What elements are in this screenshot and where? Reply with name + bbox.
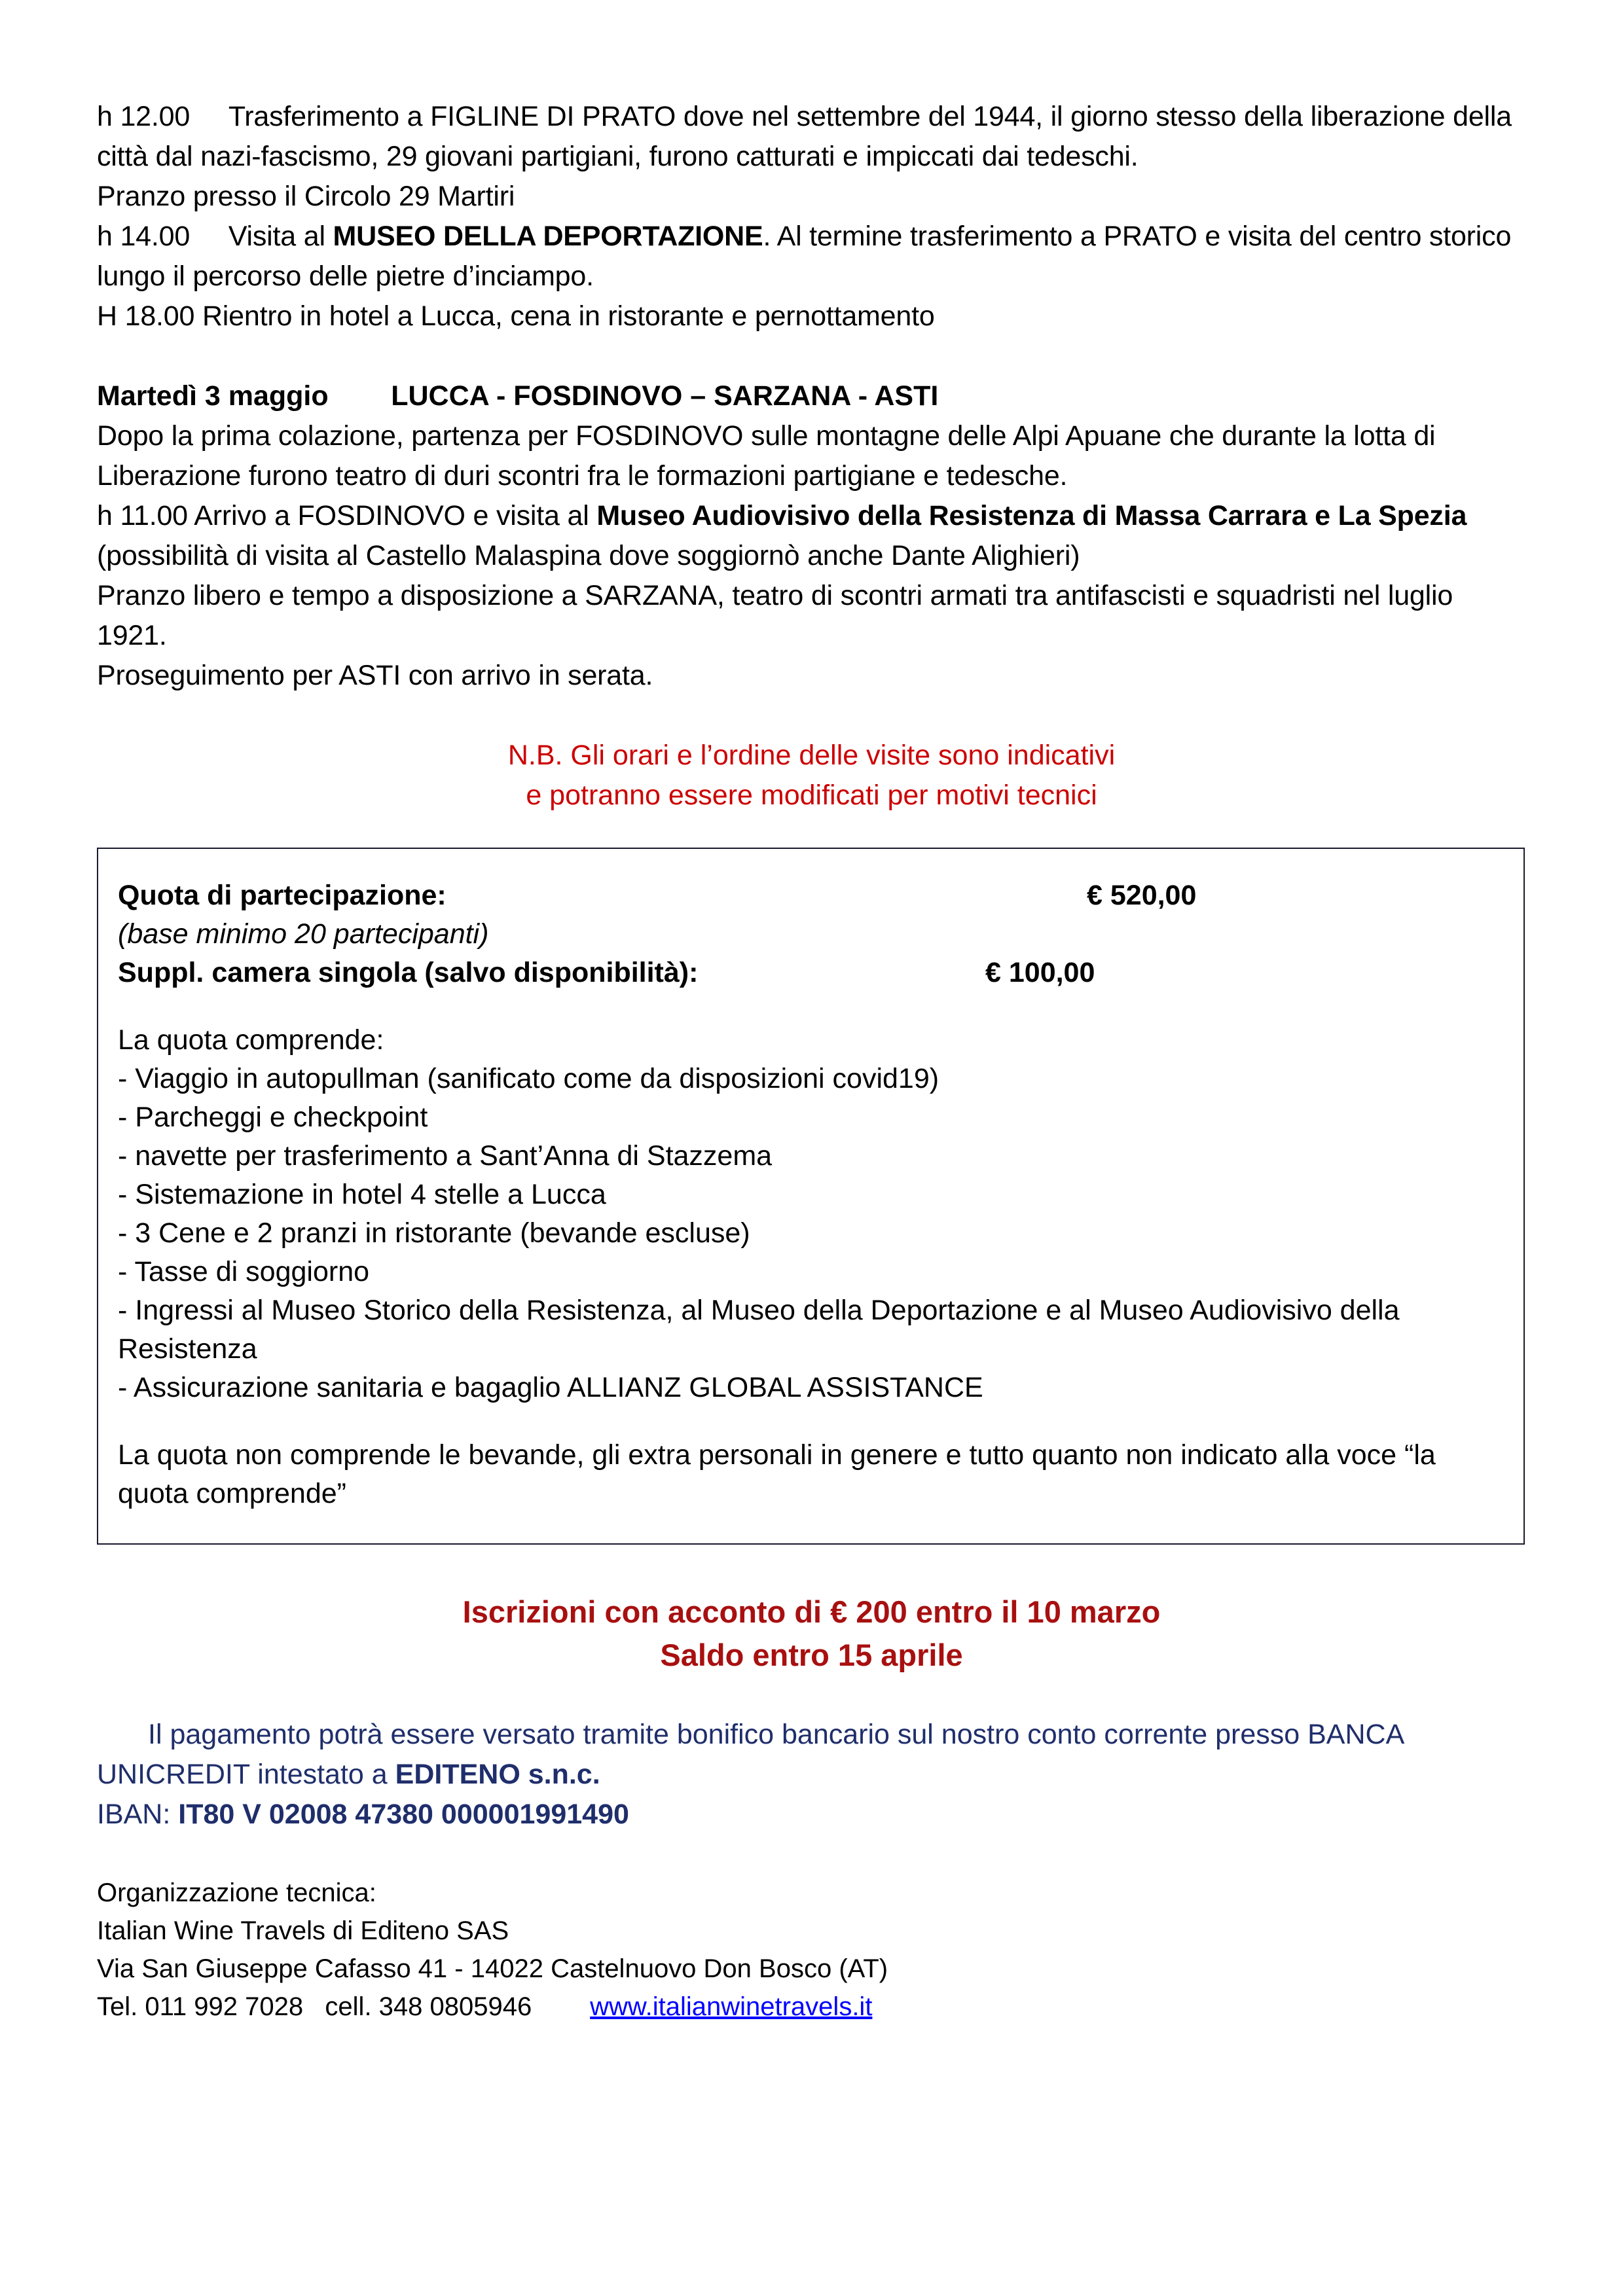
footer-org-label: Organizzazione tecnica:: [97, 1878, 376, 1907]
notice-line-1: N.B. Gli orari e l’ordine delle visite sono indicativi: [507, 740, 1116, 771]
day-two-paragraph-3: Pranzo libero e tempo a disposizione a SARZANA, teatro di scontri armati tra antifascisti e squadristi nel luglio 1921.: [97, 580, 1453, 651]
includes-item: - Sistemazione in hotel 4 stelle a Lucca: [118, 1179, 606, 1210]
quota-single-label: Suppl. camera singola (salvo disponibilità):: [118, 957, 699, 988]
excludes-text: La quota non comprende le bevande, gli extra personali in genere e tutto quanto non indicato alla voce “la quota comprende”: [118, 1439, 1436, 1509]
includes-item: - navette per trasferimento a Sant’Anna di Stazzema: [118, 1140, 773, 1172]
quota-spacer: [118, 992, 1504, 1021]
day-two-para2-suffix: (possibilità di visita al Castello Malaspina dove soggiornò anche Dante Alighieri): [97, 540, 1080, 571]
quota-fee-row: [118, 876, 1504, 915]
quota-single-row: [118, 954, 1504, 992]
includes-item: - Parcheggi e checkpoint: [118, 1102, 428, 1133]
day-two-para2-prefix: h 11.00 Arrivo a FOSDINOVO e visita al: [97, 500, 597, 531]
block-spacer: [97, 336, 1526, 376]
heading-gap: [329, 380, 392, 412]
website-link[interactable]: www.italianwinetravels.it: [590, 1992, 873, 2021]
tab-gap: [190, 221, 228, 252]
bank-block: [97, 1715, 1526, 1835]
notice-line-2: e potranno essere modificati per motivi tecnici: [526, 780, 1097, 811]
day-two-date: Martedì 3 maggio: [97, 380, 329, 412]
museum-deportazione-name: MUSEO DELLA DEPORTAZIONE: [333, 221, 763, 252]
footer-company: Italian Wine Travels di Editeno SAS: [97, 1916, 509, 1945]
quota-fee-note: (base minimo 20 partecipanti): [118, 918, 489, 950]
bank-iban-line: [97, 1795, 1526, 1835]
includes-item: - 3 Cene e 2 pranzi in ristorante (bevande escluse): [118, 1217, 750, 1249]
cta-line-2: Saldo entro 15 aprile: [660, 1638, 963, 1672]
iban-label: IBAN:: [97, 1799, 179, 1830]
includes-item: - Viaggio in autopullman (sanificato come da disposizioni covid19): [118, 1063, 939, 1094]
cta-line-1: Iscrizioni con acconto di € 200 entro il 10 marzo: [462, 1594, 1161, 1629]
footer-phone-numbers: Tel. 011 992 7028 cell. 348 0805946: [97, 1992, 591, 2021]
includes-item: - Tasse di soggiorno: [118, 1256, 370, 1287]
itinerary-line-1200: [97, 97, 1526, 177]
quota-spacer-2: [118, 1407, 1504, 1436]
footer-block: [97, 1874, 1526, 2026]
day-two-heading: [97, 376, 1526, 416]
itinerary-line-lunch: Pranzo presso il Circolo 29 Martiri: [97, 181, 515, 212]
itinerary-prefix-1400: Visita al: [228, 221, 333, 252]
day-two-block: [97, 376, 1526, 696]
quota-fee-label: Quota di partecipazione:: [118, 880, 447, 911]
iban-value: IT80 V 02008 47380 000001991490: [178, 1799, 629, 1830]
itinerary-line-1800: H 18.00 Rientro in hotel a Lucca, cena in ristorante e pernottamento: [97, 300, 935, 332]
includes-item: - Assicurazione sanitaria e bagaglio ALLIANZ GLOBAL ASSISTANCE: [118, 1372, 983, 1403]
notice-block: [97, 736, 1526, 816]
time-label-1400: h 14.00: [97, 221, 191, 252]
footer-contact-line: [97, 1988, 1526, 2026]
day-one-continuation-block: [97, 97, 1526, 336]
day-two-route: LUCCA - FOSDINOVO – SARZANA - ASTI: [391, 380, 939, 412]
day-two-paragraph-1: Dopo la prima colazione, partenza per FOSDINOVO sulle montagne delle Alpi Apuane che durante la lotta di Liberazione furono teatro di duri scontri fra le formazioni partigiane e tedesche.: [97, 420, 1436, 492]
day-two-paragraph-4: Proseguimento per ASTI con arrivo in serata.: [97, 660, 653, 691]
includes-title: La quota comprende:: [118, 1024, 384, 1056]
time-label-1200: h 12.00: [97, 101, 191, 132]
tab-gap: [190, 101, 228, 132]
itinerary-text-1200: Trasferimento a FIGLINE DI PRATO dove nel settembre del 1944, il giorno stesso della liberazione della città dal nazi-fascismo, 29 giovani partigiani, furono catturati e impiccati dai tedeschi.: [97, 101, 1512, 172]
museum-audiovisivo-name: Museo Audiovisivo della Resistenza di Massa Carrara e La Spezia: [596, 500, 1467, 531]
quota-fee-amount: € 520,00: [1087, 880, 1197, 911]
itinerary-line-1400: [97, 217, 1526, 296]
quota-single-amount: € 100,00: [985, 957, 1095, 988]
bank-company-name: EDITENO s.n.c.: [395, 1759, 600, 1790]
itinerary-suffix-1400: . Al termine trasferimento a PRATO e visita del centro storico lungo il percorso delle pietre d’inciampo.: [97, 221, 1512, 292]
includes-item: - Ingressi al Museo Storico della Resistenza, al Museo della Deportazione e al Museo Audiovisivo della Resistenza: [118, 1295, 1400, 1365]
quota-box: [97, 848, 1525, 1545]
bank-intro-paragraph: [97, 1715, 1526, 1795]
bank-intro-text: Il pagamento potrà essere versato tramite bonifico bancario sul nostro conto corrente presso BANCA UNICREDIT intestato a: [97, 1719, 1403, 1790]
footer-address: Via San Giuseppe Cafasso 41 - 14022 Castelnuovo Don Bosco (AT): [97, 1954, 888, 1983]
day-two-paragraph-2: [97, 496, 1526, 576]
cta-block: [97, 1590, 1526, 1677]
